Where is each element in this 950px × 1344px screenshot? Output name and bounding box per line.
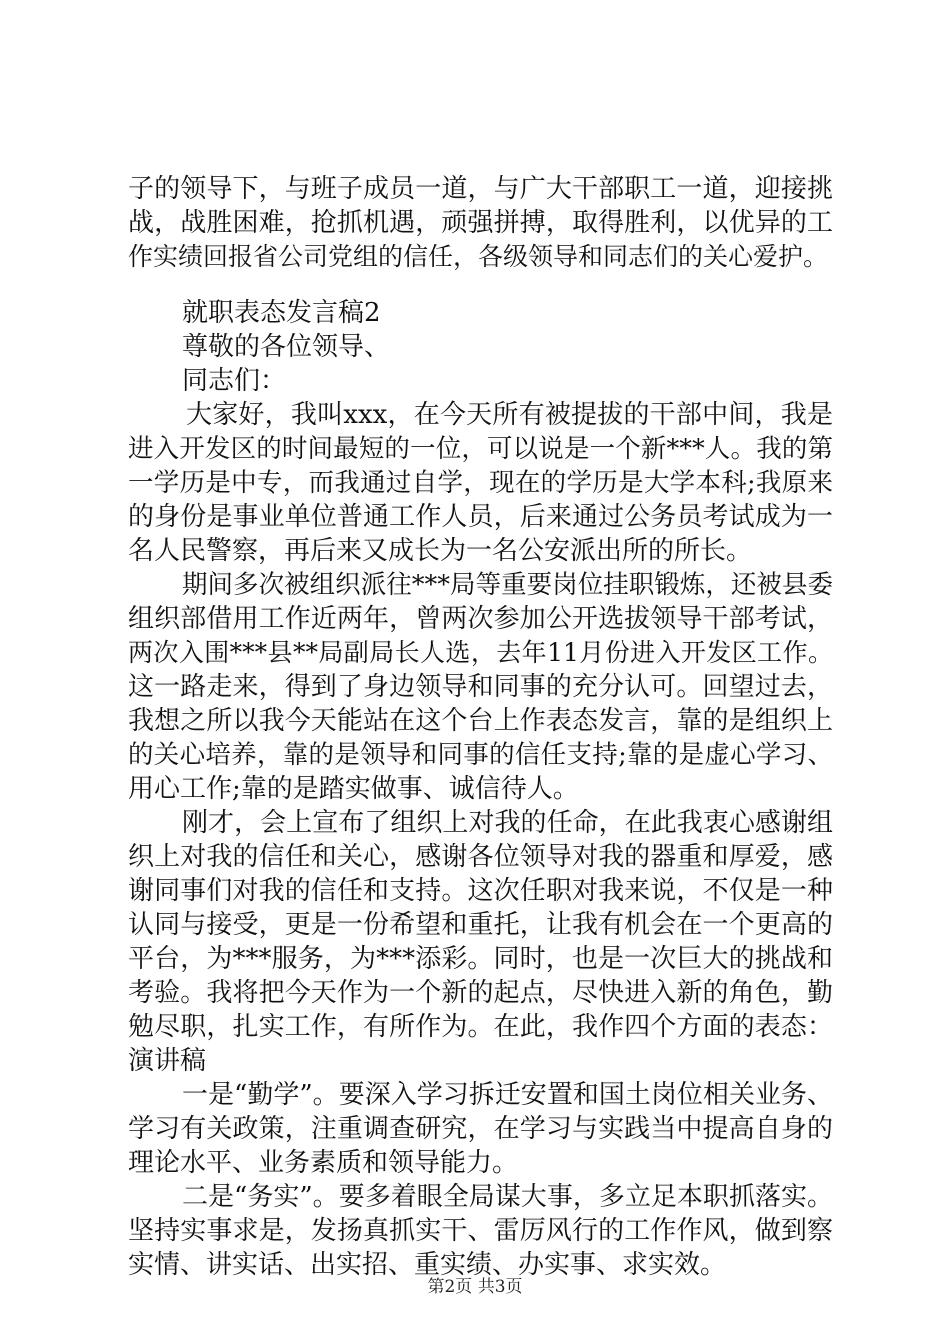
continued-paragraph xyxy=(128,172,833,274)
text-line: 一是“勤学”。要深入学习拆迁安置和国土岗位相关业务、 xyxy=(182,1080,833,1110)
text-line: 期间多次被组织派往***局等重要岗位挂职锻炼，还被县委 xyxy=(182,570,833,600)
text-line: 实情、讲实话、出实招、重实绩、办实事、求实效。 xyxy=(128,1250,727,1280)
paragraph-gratitude xyxy=(128,806,833,1078)
text-line: 进入开发区的时间最短的一位，可以说是一个新***人。我的第 xyxy=(128,434,833,464)
text-line: 战，战胜困难，抢抓机遇，顽强拼搏，取得胜利，以优异的工 xyxy=(128,208,833,238)
text-line: 平台，为***服务，为***添彩。同时，也是一次巨大的挑战和 xyxy=(128,944,833,974)
salutation-line: 尊敬的各位领导、 xyxy=(182,332,391,362)
text-line: 理论水平、业务素质和领导能力。 xyxy=(128,1148,519,1178)
text-line: 子的领导下，与班子成员一道，与广大干部职工一道，迎接挑 xyxy=(128,174,833,204)
text-line: 演讲稿 xyxy=(128,1046,207,1076)
text-line: 组织部借用工作近两年，曾两次参加公开选拔领导干部考试， xyxy=(128,604,833,634)
text-line: 用心工作;靠的是踏实做事、诚信待人。 xyxy=(128,774,579,804)
paragraph-introduction xyxy=(128,398,833,568)
text-line: 的身份是事业单位普通工作人员，后来通过公务员考试成为一 xyxy=(128,502,833,532)
section-heading: 就职表态发言稿2 xyxy=(182,298,381,328)
text-line: 大家好，我叫xxx，在今天所有被提拔的干部中间，我是 xyxy=(186,400,833,430)
paragraph-experience xyxy=(128,568,833,806)
text-line: 作实绩回报省公司党组的信任，各级领导和同志们的关心爱护。 xyxy=(128,242,829,271)
text-line: 谢同事们对我的信任和支持。这次任职对我来说，不仅是一种 xyxy=(128,876,833,906)
text-line: 两次入围***县**局副局长人选，去年11月份进入开发区工作。 xyxy=(128,638,833,667)
text-line: 考验。我将把今天作为一个新的起点，尽快进入新的角色，勤 xyxy=(128,978,833,1008)
text-line: 一学历是中专，而我通过自学，现在的学历是大学本科;我原来 xyxy=(128,468,833,498)
text-line: 的关心培养，靠的是领导和同事的信任支持;靠的是虚心学习、 xyxy=(128,740,833,770)
text-line: 学习有关政策，注重调查研究，在学习与实践当中提高自身的 xyxy=(128,1114,833,1144)
text-line: 二是“务实”。要多着眼全局谋大事，多立足本职抓落实。 xyxy=(182,1182,833,1212)
text-line: 织上对我的信任和关心，感谢各位领导对我的器重和厚爱，感 xyxy=(128,842,833,872)
text-line: 坚持实事求是，发扬真抓实干、雷厉风行的工作作风，做到察 xyxy=(128,1216,833,1246)
text-line: 认同与接受，更是一份希望和重托，让我有机会在一个更高的 xyxy=(128,910,833,940)
text-line: 名人民警察，再后来又成长为一名公安派出所的所长。 xyxy=(128,536,753,566)
text-line: 这一路走来，得到了身边领导和同事的充分认可。回望过去， xyxy=(128,672,833,702)
page-number-footer: 第2页 共3页 xyxy=(427,1277,523,1297)
paragraph-pledge-study xyxy=(128,1078,833,1180)
salutation-line: 同志们： xyxy=(182,366,287,396)
speech-header xyxy=(128,296,833,398)
text-line: 刚才，会上宣布了组织上对我的任命，在此我衷心感谢组 xyxy=(182,808,833,838)
text-line: 勉尽职，扎实工作，有所作为。在此，我作四个方面的表态： xyxy=(128,1012,833,1042)
paragraph-pledge-practical xyxy=(128,1180,833,1282)
text-line: 我想之所以我今天能站在这个台上作表态发言，靠的是组织上 xyxy=(128,706,833,736)
